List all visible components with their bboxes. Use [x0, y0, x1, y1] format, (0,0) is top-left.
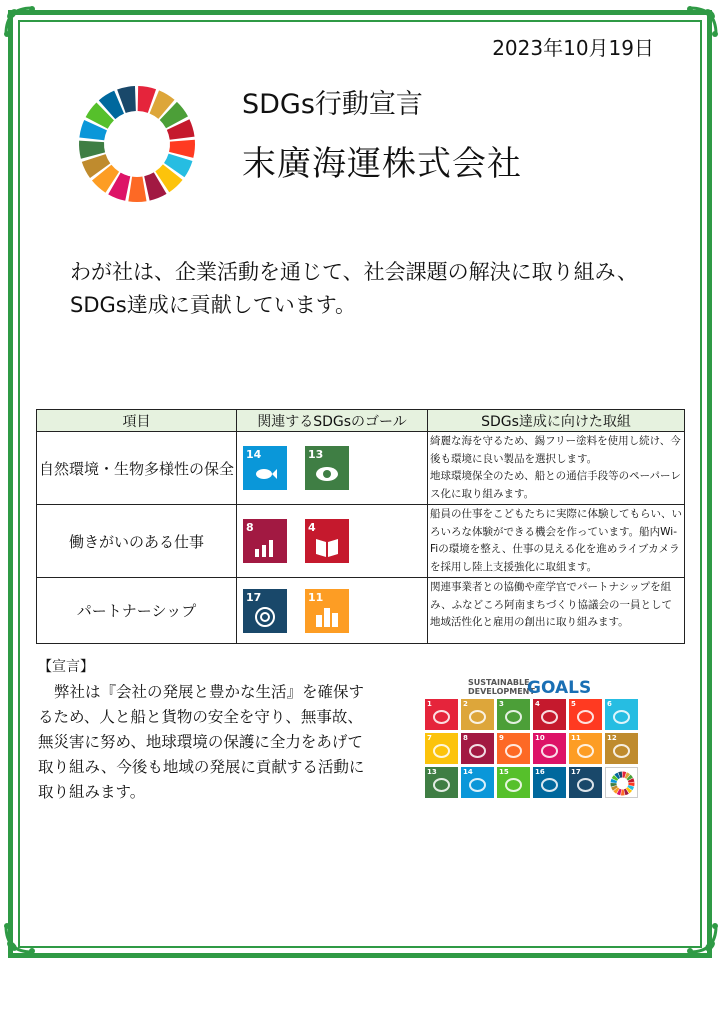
goal-symbol-icon [577, 778, 594, 792]
goal-number: 3 [499, 700, 504, 708]
sdg-goals-grid [425, 699, 638, 798]
sdgs-wheel-logo-icon [75, 82, 199, 206]
table-cell-item: パートナーシップ [37, 578, 237, 644]
table-cell-item: 自然環境・生物多様性の保全 [37, 432, 237, 505]
goal-number: 6 [607, 700, 612, 708]
goal-number: 16 [535, 768, 545, 776]
sdg-goal-13-square [425, 767, 458, 798]
goal-number: 5 [571, 700, 576, 708]
sdg-goal-4-tile [305, 519, 349, 563]
declaration-body: 弊社は『会社の発展と豊かな生活』を確保するため、人と船と貨物の安全を守り、無事故、無災害に努め、地球環境の保護に全力をあげて取り組み、今後も地域の発展に貢献する活動に取り組みます。 [38, 683, 365, 801]
company-name: 末廣海運株式会社 [242, 144, 522, 184]
leaf-ornament-icon [2, 922, 36, 956]
goal-number: 9 [499, 734, 504, 742]
goal-number: 1 [427, 700, 432, 708]
sdg-goal-10-square [533, 733, 566, 764]
logo-goals-word: GOALS [527, 678, 592, 698]
table-cell-desc: 綺麗な海を守るため、錫フリー塗料を使用し続け、今後も環境に良い製品を選択します。 地球環境保全のため、船との通信手段等のペーパーレス化に取り組みます。 [428, 432, 685, 505]
column-header: SDGs達成に向けた取組 [428, 410, 685, 432]
page-title: SDGs行動宣言 [242, 89, 423, 120]
goal-number: 17 [571, 768, 581, 776]
goal-symbol-icon [469, 744, 486, 758]
goal-number: 11 [308, 590, 324, 604]
sdg-goal-17-tile [243, 589, 287, 633]
sdg-goal-13-tile [305, 446, 349, 490]
goal-symbol-icon [541, 744, 558, 758]
table-cell-item: 働きがいのある仕事 [37, 505, 237, 578]
goal-symbol-icon [505, 778, 522, 792]
chart-icon [252, 535, 278, 559]
sdg-goal-5-square [569, 699, 602, 730]
goal-symbol-icon [505, 710, 522, 724]
book-icon [314, 535, 340, 559]
sdg-goal-4-square [533, 699, 566, 730]
goal-number: 7 [427, 734, 432, 742]
lead-line: SDGs達成に貢献しています。 [70, 293, 357, 317]
table-row [37, 432, 685, 505]
table-cell-desc: 船員の仕事をこどもたちに実際に体験してもらい、いろいろな体験ができる機会を作っています。船内Wi-Fiの環境を整え、仕事の見える化を進めライブカメラを採用し陸上支援強化に取組ます。 [428, 505, 685, 578]
sdg-goal-14-square [461, 767, 494, 798]
goal-number: 15 [499, 768, 509, 776]
goal-number: 10 [535, 734, 545, 742]
goal-symbol-icon [469, 778, 486, 792]
goal-number: 8 [463, 734, 468, 742]
sdg-goal-3-square [497, 699, 530, 730]
mini-wheel-icon [606, 768, 639, 799]
sdgs-table [36, 409, 685, 644]
sdg-goal-7-square [425, 733, 458, 764]
flower-icon [252, 605, 278, 629]
table-cell-desc: 関連事業者との協働や産学官でパートナシップを組み、ふなどころ阿南まちづくり協議会の一員として地域活性化と雇用の創出に取り組みます。 [428, 578, 685, 644]
fish-icon [252, 462, 278, 486]
goal-number: 13 [308, 448, 324, 461]
sdg-goal-11-square [569, 733, 602, 764]
goal-symbol-icon [577, 710, 594, 724]
goal-symbol-icon [613, 744, 630, 758]
goal-number: 17 [246, 590, 262, 604]
goal-symbol-icon [505, 744, 522, 758]
sdg-goal-11-tile [305, 589, 349, 633]
goal-symbol-icon [433, 710, 450, 724]
goal-symbol-icon [577, 744, 594, 758]
sdg-goal-15-square [497, 767, 530, 798]
logo-line: SUSTAINABLE [468, 678, 530, 687]
leaf-ornament-icon [2, 4, 36, 38]
goal-number: 11 [571, 734, 581, 742]
lead-line: わが社は、企業活動を通じて、社会課題の解決に取り組み、 [70, 260, 638, 284]
goal-number: 8 [246, 521, 254, 534]
goal-symbol-icon [541, 710, 558, 724]
table-cell-goals [237, 578, 428, 644]
sdg-goal-9-square [497, 733, 530, 764]
declaration-heading: 【宣言】 [38, 659, 94, 675]
sdg-goal-8-tile [243, 519, 287, 563]
sdgs-goals-logo [468, 678, 598, 696]
date: 2023年10月19日 [492, 36, 654, 60]
goal-number: 4 [535, 700, 540, 708]
column-header: 項目 [37, 410, 237, 432]
sdg-goal-14-tile [243, 446, 287, 490]
column-header: 関連するSDGsのゴール [237, 410, 428, 432]
leaf-ornament-icon [686, 922, 720, 956]
goal-symbol-icon [613, 710, 630, 724]
sdg-goal-8-square [461, 733, 494, 764]
sdg-goal-1-square [425, 699, 458, 730]
sdg-goal-17-square [569, 767, 602, 798]
goal-number: 13 [427, 768, 437, 776]
eye-icon [314, 462, 340, 486]
goal-number: 4 [308, 521, 316, 534]
sdg-goal-12-square [605, 733, 638, 764]
logo-line: DEVELOPMENT [468, 687, 535, 696]
table-cell-goals [237, 432, 428, 505]
goal-number: 14 [463, 768, 473, 776]
leaf-ornament-icon [686, 4, 720, 38]
goal-number: 2 [463, 700, 468, 708]
sdg-goal-16-square [533, 767, 566, 798]
goal-symbol-icon [541, 778, 558, 792]
goal-number: 14 [246, 448, 262, 461]
goal-symbol-icon [433, 744, 450, 758]
sdg-wheel-square [605, 767, 638, 798]
goal-symbol-icon [433, 778, 450, 792]
goal-symbol-icon [469, 710, 486, 724]
goal-number: 12 [607, 734, 617, 742]
sdg-goal-6-square [605, 699, 638, 730]
city-icon [314, 605, 340, 629]
table-cell-goals [237, 505, 428, 578]
table-row [37, 578, 685, 644]
lead-text [70, 256, 670, 322]
table-row [37, 505, 685, 578]
sdg-goal-2-square [461, 699, 494, 730]
